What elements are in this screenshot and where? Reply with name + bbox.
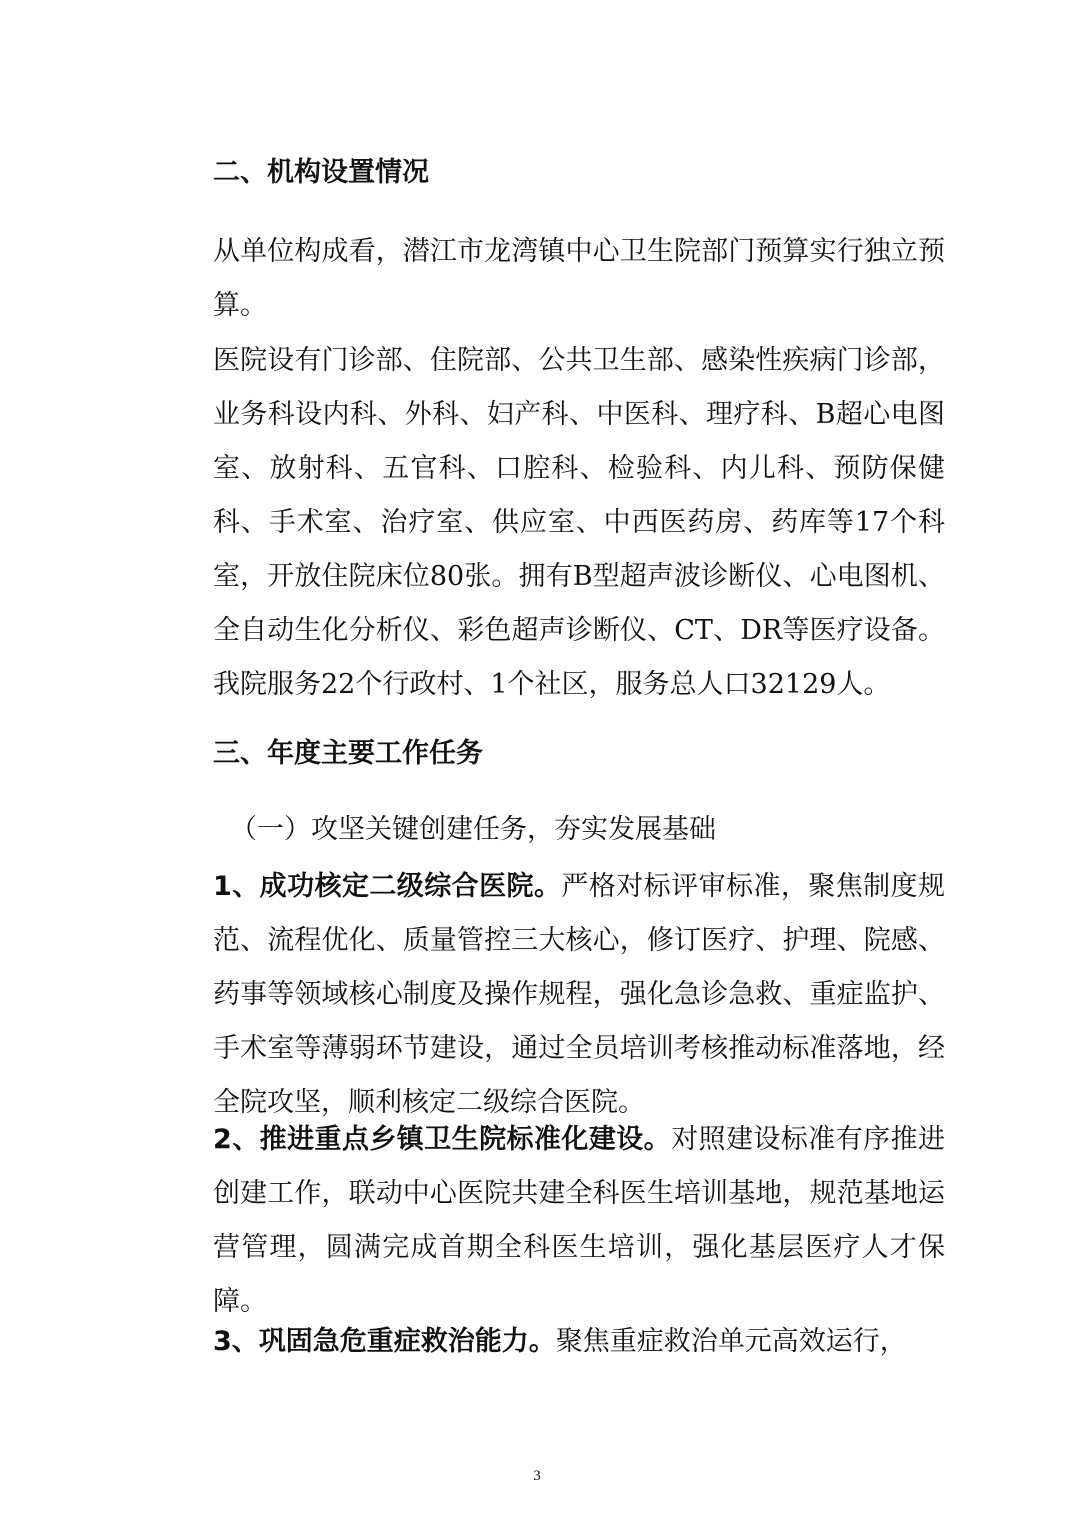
task-item-2 [213,1113,945,1329]
task-item-1-body: 严格对标评审标准，聚焦制度规范、流程优化、质量管控三大核心，修订医疗、护理、院感、药事等领域核心制度及操作规程，强化急诊急救、重症监护、手术室等薄弱环节建设，通过全员培训考核推动标准落地，经全院攻坚，顺利核定二级综合医院。 [213,871,945,1118]
task-item-2-body: 对照建设标准有序推进创建工作，联动中心医院共建全科医生培训基地，规范基地运营管理，圆满完成首期全科医生培训，强化基层医疗人才保障。 [213,1124,946,1317]
paragraph-departments: 医院设有门诊部、住院部、公共卫生部、感染性疾病门诊部，业务科设内科、外科、妇产科、中医科、理疗科、B超心电图室、放射科、五官科、口腔科、检验科、内儿科、预防保健科、手术室、治疗室、供应室、中西医药房、药库等17个科室，开放住院床位80张。拥有B型超声波诊断仪、心电图机、全自动生化分析仪、彩色超声诊断仪、CT、DR等医疗设备。我院服务22个行政村、1个社区，服务总人口32129人。 [213,345,945,700]
task-item-3-title: 3、巩固急危重症救治能力。 [213,1326,556,1357]
task-item-1 [213,860,945,1130]
task-item-3-body: 聚焦重症救治单元高效运行， [555,1326,907,1357]
section-heading-institution: 二、机构设置情况 [213,157,429,188]
task-item-2-title: 2、推进重点乡镇卫生院标准化建设。 [213,1124,672,1155]
paragraph-budget-text: 从单位构成看，潜江市龙湾镇中心卫生院部门预算实行独立预算。 [213,236,945,321]
subheading-key-tasks: （一）攻坚关键创建任务，夯实发展基础 [230,814,716,845]
page-number: 3 [533,1468,541,1484]
task-item-1-title: 1、成功核定二级综合医院。 [213,871,562,902]
section-heading-tasks: 三、年度主要工作任务 [213,738,483,769]
task-item-3 [213,1315,945,1369]
paragraph-budget [213,225,945,333]
